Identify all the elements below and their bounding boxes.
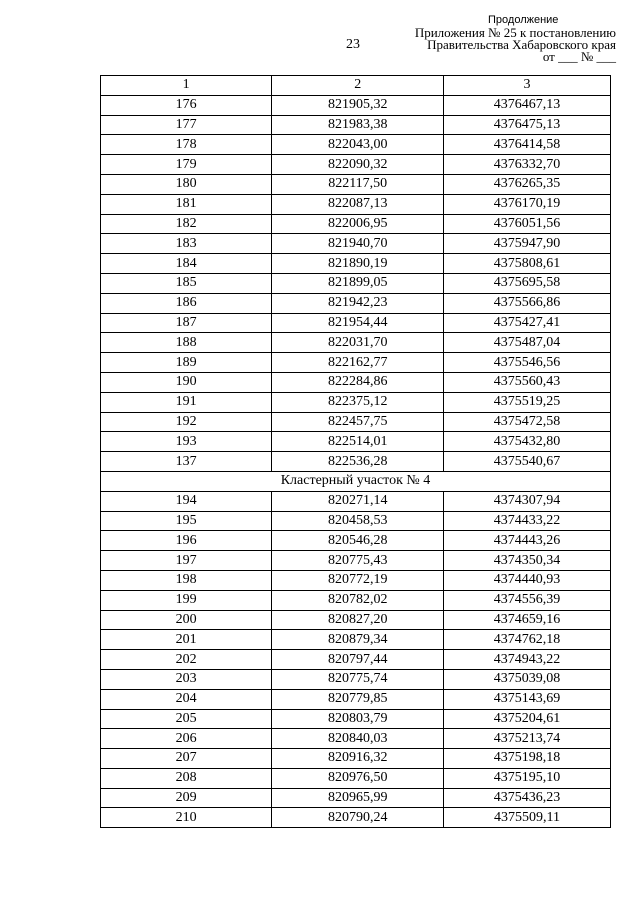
x-coordinate-cell: 821890,19 bbox=[272, 254, 444, 274]
table-row bbox=[101, 432, 611, 452]
point-number-cell: 183 bbox=[101, 234, 272, 254]
point-number-cell: 204 bbox=[101, 689, 272, 709]
table-row bbox=[101, 689, 611, 709]
continuation-label: Продолжение bbox=[488, 14, 559, 26]
x-coordinate-cell: 822514,01 bbox=[272, 432, 444, 452]
x-coordinate-cell: 822117,50 bbox=[272, 174, 444, 194]
y-coordinate-cell: 4376414,58 bbox=[444, 135, 611, 155]
table-row bbox=[101, 531, 611, 551]
x-coordinate-cell: 822087,13 bbox=[272, 194, 444, 214]
x-coordinate-cell: 821899,05 bbox=[272, 273, 444, 293]
x-coordinate-cell: 822457,75 bbox=[272, 412, 444, 432]
x-coordinate-cell: 822536,28 bbox=[272, 452, 444, 472]
y-coordinate-cell: 4376170,19 bbox=[444, 194, 611, 214]
table-row bbox=[101, 174, 611, 194]
x-coordinate-cell: 822090,32 bbox=[272, 155, 444, 175]
table-row bbox=[101, 313, 611, 333]
table-row bbox=[101, 273, 611, 293]
point-number-cell: 195 bbox=[101, 511, 272, 531]
table-row bbox=[101, 155, 611, 175]
table-row bbox=[101, 749, 611, 769]
table-row bbox=[101, 491, 611, 511]
point-number-cell: 184 bbox=[101, 254, 272, 274]
y-coordinate-cell: 4375540,67 bbox=[444, 452, 611, 472]
table-row bbox=[101, 115, 611, 135]
x-coordinate-cell: 822043,00 bbox=[272, 135, 444, 155]
y-coordinate-cell: 4374433,22 bbox=[444, 511, 611, 531]
point-number-cell: 209 bbox=[101, 788, 272, 808]
y-coordinate-cell: 4374350,34 bbox=[444, 551, 611, 571]
table-row bbox=[101, 729, 611, 749]
table-row bbox=[101, 570, 611, 590]
table-body bbox=[101, 95, 611, 827]
y-coordinate-cell: 4374943,22 bbox=[444, 650, 611, 670]
x-coordinate-cell: 820271,14 bbox=[272, 491, 444, 511]
point-number-cell: 182 bbox=[101, 214, 272, 234]
y-coordinate-cell: 4376265,35 bbox=[444, 174, 611, 194]
x-coordinate-cell: 822031,70 bbox=[272, 333, 444, 353]
y-coordinate-cell: 4375695,58 bbox=[444, 273, 611, 293]
point-number-cell: 191 bbox=[101, 392, 272, 412]
x-coordinate-cell: 822006,95 bbox=[272, 214, 444, 234]
table-row bbox=[101, 650, 611, 670]
point-number-cell: 196 bbox=[101, 531, 272, 551]
x-coordinate-cell: 820546,28 bbox=[272, 531, 444, 551]
point-number-cell: 193 bbox=[101, 432, 272, 452]
x-coordinate-cell: 820782,02 bbox=[272, 590, 444, 610]
x-coordinate-cell: 821905,32 bbox=[272, 95, 444, 115]
x-coordinate-cell: 821942,23 bbox=[272, 293, 444, 313]
table-row bbox=[101, 511, 611, 531]
y-coordinate-cell: 4375436,23 bbox=[444, 788, 611, 808]
y-coordinate-cell: 4374556,39 bbox=[444, 590, 611, 610]
point-number-cell: 177 bbox=[101, 115, 272, 135]
point-number-cell: 137 bbox=[101, 452, 272, 472]
point-number-cell: 199 bbox=[101, 590, 272, 610]
table-row bbox=[101, 669, 611, 689]
x-coordinate-cell: 820790,24 bbox=[272, 808, 444, 828]
y-coordinate-cell: 4375947,90 bbox=[444, 234, 611, 254]
table-row bbox=[101, 234, 611, 254]
x-coordinate-cell: 821940,70 bbox=[272, 234, 444, 254]
y-coordinate-cell: 4375427,41 bbox=[444, 313, 611, 333]
table-row bbox=[101, 630, 611, 650]
page-number: 23 bbox=[346, 37, 360, 52]
table-row bbox=[101, 353, 611, 373]
y-coordinate-cell: 4374762,18 bbox=[444, 630, 611, 650]
y-coordinate-cell: 4376332,70 bbox=[444, 155, 611, 175]
table-row bbox=[101, 392, 611, 412]
x-coordinate-cell: 822162,77 bbox=[272, 353, 444, 373]
table-row bbox=[101, 194, 611, 214]
table-row bbox=[101, 808, 611, 828]
point-number-cell: 206 bbox=[101, 729, 272, 749]
table-header-row bbox=[101, 76, 611, 96]
y-coordinate-cell: 4375509,11 bbox=[444, 808, 611, 828]
table-row bbox=[101, 709, 611, 729]
y-coordinate-cell: 4375198,18 bbox=[444, 749, 611, 769]
y-coordinate-cell: 4376475,13 bbox=[444, 115, 611, 135]
x-coordinate-cell: 820458,53 bbox=[272, 511, 444, 531]
point-number-cell: 210 bbox=[101, 808, 272, 828]
column-header-number: 1 bbox=[101, 76, 272, 96]
point-number-cell: 188 bbox=[101, 333, 272, 353]
y-coordinate-cell: 4374440,93 bbox=[444, 570, 611, 590]
y-coordinate-cell: 4375519,25 bbox=[444, 392, 611, 412]
table-row bbox=[101, 590, 611, 610]
appendix-line: Приложения № 25 к постановлению bbox=[414, 25, 616, 40]
point-number-cell: 180 bbox=[101, 174, 272, 194]
y-coordinate-cell: 4374659,16 bbox=[444, 610, 611, 630]
x-coordinate-cell: 820797,44 bbox=[272, 650, 444, 670]
point-number-cell: 181 bbox=[101, 194, 272, 214]
point-number-cell: 185 bbox=[101, 273, 272, 293]
column-header-y: 3 bbox=[444, 76, 611, 96]
table-row bbox=[101, 452, 611, 472]
table-row bbox=[101, 135, 611, 155]
x-coordinate-cell: 820840,03 bbox=[272, 729, 444, 749]
x-coordinate-cell: 822375,12 bbox=[272, 392, 444, 412]
table-row bbox=[101, 551, 611, 571]
y-coordinate-cell: 4375546,56 bbox=[444, 353, 611, 373]
y-coordinate-cell: 4376051,56 bbox=[444, 214, 611, 234]
x-coordinate-cell: 821954,44 bbox=[272, 313, 444, 333]
y-coordinate-cell: 4375808,61 bbox=[444, 254, 611, 274]
table-row bbox=[101, 254, 611, 274]
point-number-cell: 194 bbox=[101, 491, 272, 511]
table-row bbox=[101, 768, 611, 788]
y-coordinate-cell: 4375039,08 bbox=[444, 669, 611, 689]
table-row bbox=[101, 333, 611, 353]
table-row bbox=[101, 788, 611, 808]
point-number-cell: 198 bbox=[101, 570, 272, 590]
y-coordinate-cell: 4374443,26 bbox=[444, 531, 611, 551]
x-coordinate-cell: 820775,74 bbox=[272, 669, 444, 689]
x-coordinate-cell: 822284,86 bbox=[272, 372, 444, 392]
point-number-cell: 201 bbox=[101, 630, 272, 650]
table-row bbox=[101, 610, 611, 630]
y-coordinate-cell: 4375195,10 bbox=[444, 768, 611, 788]
y-coordinate-cell: 4376467,13 bbox=[444, 95, 611, 115]
point-number-cell: 197 bbox=[101, 551, 272, 571]
point-number-cell: 203 bbox=[101, 669, 272, 689]
x-coordinate-cell: 820916,32 bbox=[272, 749, 444, 769]
y-coordinate-cell: 4375432,80 bbox=[444, 432, 611, 452]
x-coordinate-cell: 820965,99 bbox=[272, 788, 444, 808]
y-coordinate-cell: 4375143,69 bbox=[444, 689, 611, 709]
table-row bbox=[101, 95, 611, 115]
point-number-cell: 178 bbox=[101, 135, 272, 155]
appendix-reference bbox=[376, 27, 616, 63]
y-coordinate-cell: 4375213,74 bbox=[444, 729, 611, 749]
x-coordinate-cell: 820803,79 bbox=[272, 709, 444, 729]
point-number-cell: 186 bbox=[101, 293, 272, 313]
point-number-cell: 208 bbox=[101, 768, 272, 788]
x-coordinate-cell: 820827,20 bbox=[272, 610, 444, 630]
section-title: Кластерный участок № 4 bbox=[101, 471, 611, 491]
appendix-line: Правительства Хабаровского края bbox=[427, 37, 616, 52]
point-number-cell: 190 bbox=[101, 372, 272, 392]
y-coordinate-cell: 4375204,61 bbox=[444, 709, 611, 729]
column-header-x: 2 bbox=[272, 76, 444, 96]
table-row bbox=[101, 293, 611, 313]
x-coordinate-cell: 820772,19 bbox=[272, 570, 444, 590]
point-number-cell: 205 bbox=[101, 709, 272, 729]
section-row bbox=[101, 471, 611, 491]
point-number-cell: 189 bbox=[101, 353, 272, 373]
point-number-cell: 176 bbox=[101, 95, 272, 115]
x-coordinate-cell: 820779,85 bbox=[272, 689, 444, 709]
y-coordinate-cell: 4375487,04 bbox=[444, 333, 611, 353]
table-row bbox=[101, 372, 611, 392]
point-number-cell: 200 bbox=[101, 610, 272, 630]
x-coordinate-cell: 820976,50 bbox=[272, 768, 444, 788]
x-coordinate-cell: 820879,34 bbox=[272, 630, 444, 650]
coordinates-table bbox=[100, 75, 611, 828]
y-coordinate-cell: 4374307,94 bbox=[444, 491, 611, 511]
point-number-cell: 179 bbox=[101, 155, 272, 175]
point-number-cell: 207 bbox=[101, 749, 272, 769]
appendix-line: от ___ № ___ bbox=[542, 49, 616, 64]
y-coordinate-cell: 4375566,86 bbox=[444, 293, 611, 313]
y-coordinate-cell: 4375560,43 bbox=[444, 372, 611, 392]
point-number-cell: 202 bbox=[101, 650, 272, 670]
table-row bbox=[101, 214, 611, 234]
point-number-cell: 187 bbox=[101, 313, 272, 333]
table-row bbox=[101, 412, 611, 432]
y-coordinate-cell: 4375472,58 bbox=[444, 412, 611, 432]
x-coordinate-cell: 820775,43 bbox=[272, 551, 444, 571]
point-number-cell: 192 bbox=[101, 412, 272, 432]
x-coordinate-cell: 821983,38 bbox=[272, 115, 444, 135]
